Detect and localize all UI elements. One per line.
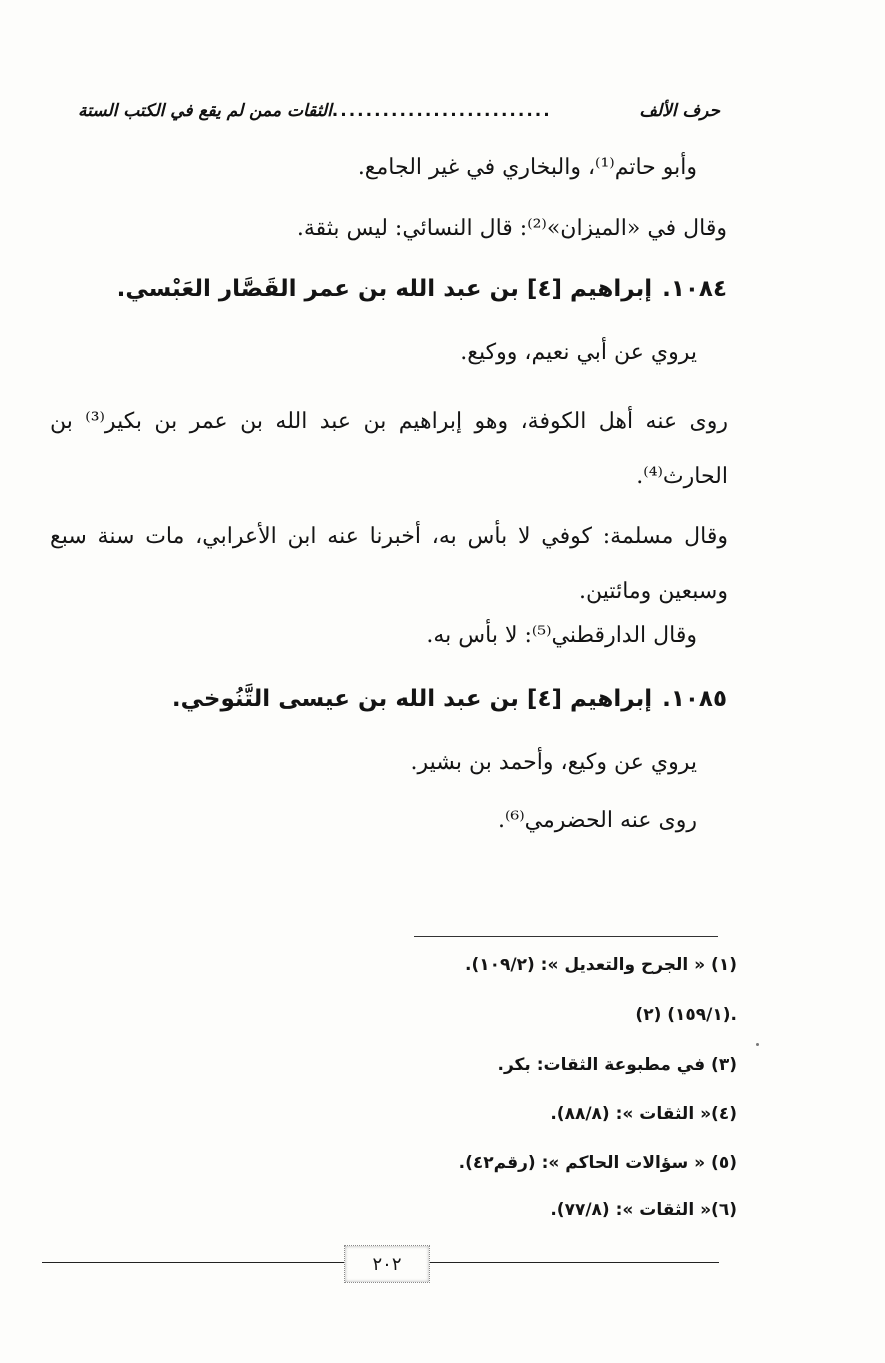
header-dots: .......................... [331,101,552,121]
footnote-separator [414,936,718,937]
page-number: ٢٠٢ [344,1245,430,1283]
footnote-5: (٥) « سؤالات الحاكم »: (رقم٤٢). [458,1153,737,1173]
entry-1085-narrated-by: روى عنه الحضرمي⁽⁶⁾. [497,808,697,833]
footnote-6: (٦)« الثقات »: (٧٧/٨). [550,1200,737,1220]
entry-1084-heading [117,276,727,302]
body-line-2: وقال في «الميزان»⁽²⁾: قال النسائي: ليس بثقة. [296,216,727,241]
entry-1084-narrated-by: روى عنه أهل الكوفة، وهو إبراهيم بن عبد الله بن عمر بن بكير⁽³⁾ بن الحارث⁽⁴⁾. [50,409,728,489]
entry-1085-narrates-from: يروي عن وكيع، وأحمد بن بشير. [410,750,697,775]
entry-1084-daraqutni: وقال الدارقطني⁽⁵⁾: لا بأس به. [426,623,697,648]
running-header [78,96,720,126]
entry-number: ١٠٨٥. [662,686,727,712]
scan-speck [756,1043,759,1046]
chapter-title: حرف الألف [639,101,720,121]
entry-name: إبراهيم [٤] بن عبد الله بن عمر القَصَّار العَبْسي. [116,276,653,302]
book-title: الثقات ممن لم يقع في الكتب الستة [78,101,332,121]
entry-1084-narrates-from: يروي عن أبي نعيم، ووكيع. [460,340,697,365]
footnote-2: (٢) (١٥٩/١). [635,1005,737,1025]
footnote-4: (٤)« الثقات »: (٨٨/٨). [550,1104,737,1124]
footnote-3: (٣) في مطبوعة الثقات: بكر. [497,1055,737,1075]
body-line-1: وأبو حاتم⁽¹⁾، والبخاري في غير الجامع. [357,155,697,180]
entry-number: ١٠٨٤. [662,276,727,302]
entry-name: إبراهيم [٤] بن عبد الله بن عيسى التَّنُوخي. [171,686,653,712]
footnote-1: (١) « الجرح والتعديل »: (١٠٩/٢). [465,955,737,975]
entry-1085-heading [172,686,727,712]
entry-1084-maslama: وقال مسلمة: كوفي لا بأس به، أخبرنا عنه ابن الأعرابي، مات سنة سبع وسبعين ومائتين. [50,524,728,604]
